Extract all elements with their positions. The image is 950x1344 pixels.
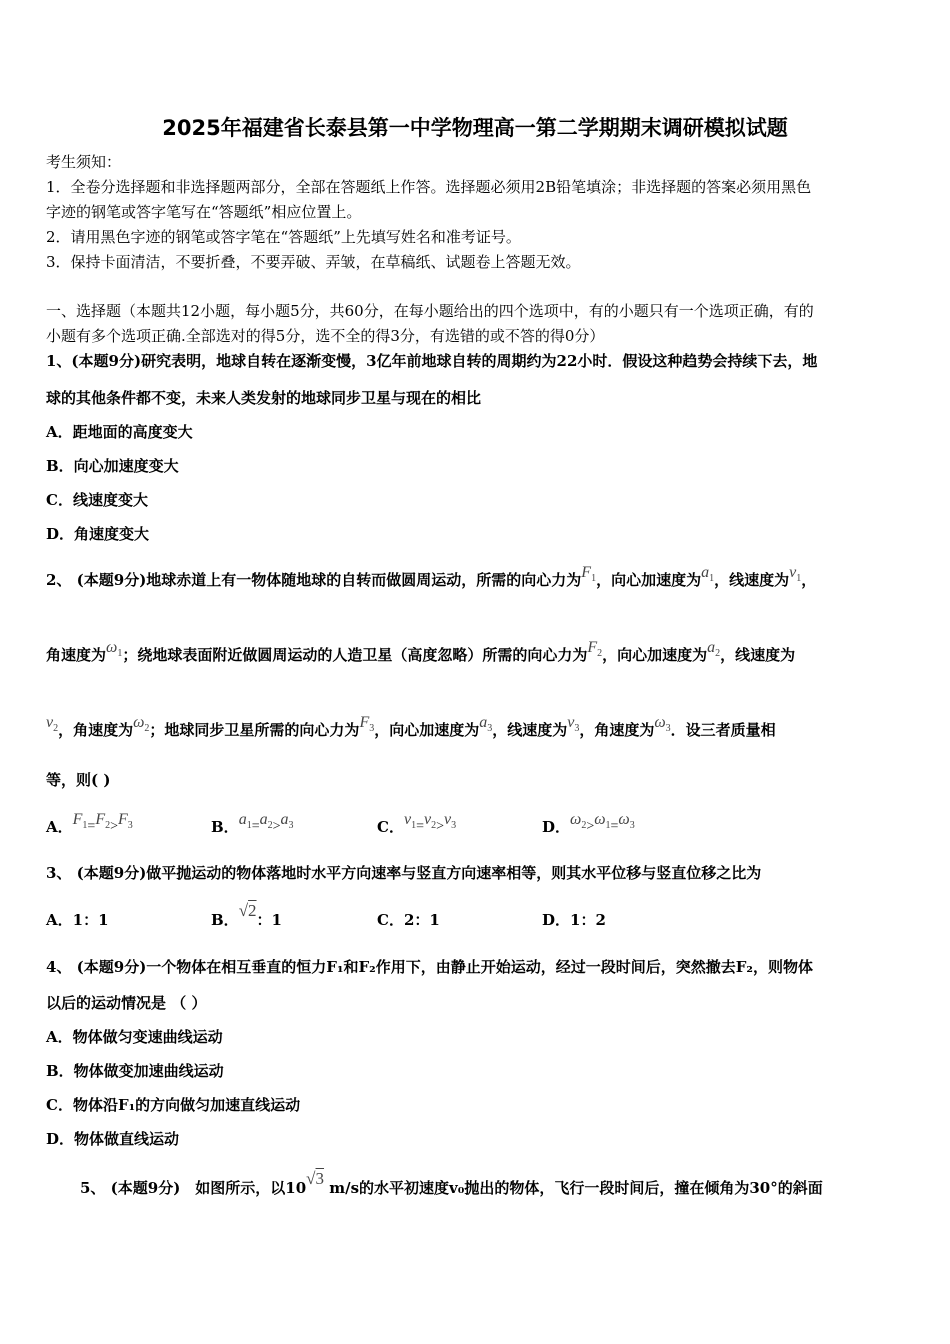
q1-stem-2: 球的其他条件都不变，未来人类发射的地球同步卫星与现在的相比 (46, 389, 482, 407)
symbol-v2: $v_2$ (46, 714, 59, 735)
q3-option-d: D．1：2 (542, 911, 606, 929)
sqrt-2: √2 (238, 901, 257, 920)
symbol-w3: $\omega_3$ (654, 714, 671, 735)
q3-stem: 3、 (本题9分)做平抛运动的物体落地时水平方向速率与竖直方向速率相等，则其水平位移与竖直位移之比为 (46, 864, 762, 882)
q2-option-a: A．$F_1=F_2>F_3$ (46, 811, 133, 836)
q5-stem: 5、 (本题9分) 如图所示，以10√3 m/s的水平初速度v₀抛出的物体，飞行一段时间后，撞在倾角为30°的斜面 (80, 1169, 823, 1197)
notice-item-3: 3．保持卡面清洁，不要折叠，不要弄破、弄皱，在草稿纸、试题卷上答题无效。 (46, 253, 581, 271)
notice-item-2: 2．请用黑色字迹的钢笔或答字笔在“答题纸”上先填写姓名和准考证号。 (46, 228, 521, 246)
notice-heading: 考生须知： (46, 153, 122, 171)
q4-stem-2: 以后的运动情况是 （ ） (46, 994, 207, 1012)
q3-option-c: C．2：1 (377, 911, 440, 929)
symbol-a3: $a_3$ (479, 714, 493, 735)
q4-option-a: A．物体做匀变速曲线运动 (46, 1028, 223, 1046)
q2-option-d: D．$\omega_2>\omega_1=\omega_3$ (542, 811, 635, 836)
q4-option-d: D．物体做直线运动 (46, 1130, 180, 1148)
notice-item-1-cont: 字迹的钢笔或答字笔写在“答题纸”相应位置上。 (46, 203, 362, 221)
q2-option-b: B．$a_1=a_2>a_3$ (211, 811, 294, 836)
q3-option-b: B．√2：1 (211, 901, 282, 929)
q1-option-b: B．向心加速度变大 (46, 457, 179, 475)
symbol-F3: $F_3$ (359, 714, 375, 735)
q2-stem-2: 角速度为$\omega_1$；绕地球表面附近做圆周运动的人造卫星（高度忽略）所需的向心力为$F_2$，向心加速度为$a_2$，线速度为 (46, 639, 796, 664)
q1-option-d: D．角速度变大 (46, 525, 150, 543)
symbol-a1: $a_1$ (701, 564, 715, 585)
q3-option-a: A．1：1 (46, 911, 109, 929)
q1-option-a: A．距地面的高度变大 (46, 423, 193, 441)
q2-stem-3: $v_2$，角速度为$\omega_2$；地球同步卫星所需的向心力为$F_3$，向心加速度为$a_3$，线速度为$v_3$，角速度为$\omega_3$．设三者质量相 (46, 714, 776, 739)
q1-option-c: C．线速度变大 (46, 491, 148, 509)
q2-option-c: C．$v_1=v_2>v_3$ (377, 811, 457, 836)
q4-stem-1: 4、 (本题9分)一个物体在相互垂直的恒力F₁和F₂作用下，由静止开始运动，经过一段时间后，突然撤去F₂，则物体 (46, 958, 813, 976)
page-title: 2025年福建省长泰县第一中学物理高一第二学期期末调研模拟试题 (162, 116, 788, 140)
q1-stem-1: 1、(本题9分)研究表明，地球自转在逐渐变慢，3亿年前地球自转的周期约为22小时．假设这种趋势会持续下去，地 (46, 352, 818, 370)
symbol-v1: $v_1$ (789, 564, 802, 585)
q2-stem-4: 等，则( ) (46, 771, 111, 789)
symbol-v3: $v_3$ (567, 714, 580, 735)
symbol-w2: $\omega_2$ (133, 714, 150, 735)
q4-option-b: B．物体做变加速曲线运动 (46, 1062, 224, 1080)
symbol-w1: $\omega_1$ (106, 639, 123, 660)
symbol-F2: $F_2$ (587, 639, 603, 660)
symbol-a2: $a_2$ (707, 639, 721, 660)
q4-option-c: C．物体沿F₁的方向做匀加速直线运动 (46, 1096, 301, 1114)
symbol-F1: $F_1$ (581, 564, 597, 585)
q2-stem-1: 2、 (本题9分)地球赤道上有一物体随地球的自转而做圆周运动，所需的向心力为$F_1$，向心加速度为$a_1$，线速度为$v_1$， (46, 564, 817, 589)
notice-item-1: 1．全卷分选择题和非选择题两部分，全部在答题纸上作答。选择题必须用2B铅笔填涂；非选择题的答案必须用黑色 (46, 178, 812, 196)
section-instructions-1: 一、选择题（本题共12小题，每小题5分，共60分，在每小题给出的四个选项中，有的小题只有一个选项正确，有的 (46, 302, 814, 320)
sqrt-3: √3 (306, 1169, 325, 1188)
section-instructions-2: 小题有多个选项正确.全部选对的得5分，选不全的得3分，有选错的或不答的得0分） (46, 327, 605, 345)
